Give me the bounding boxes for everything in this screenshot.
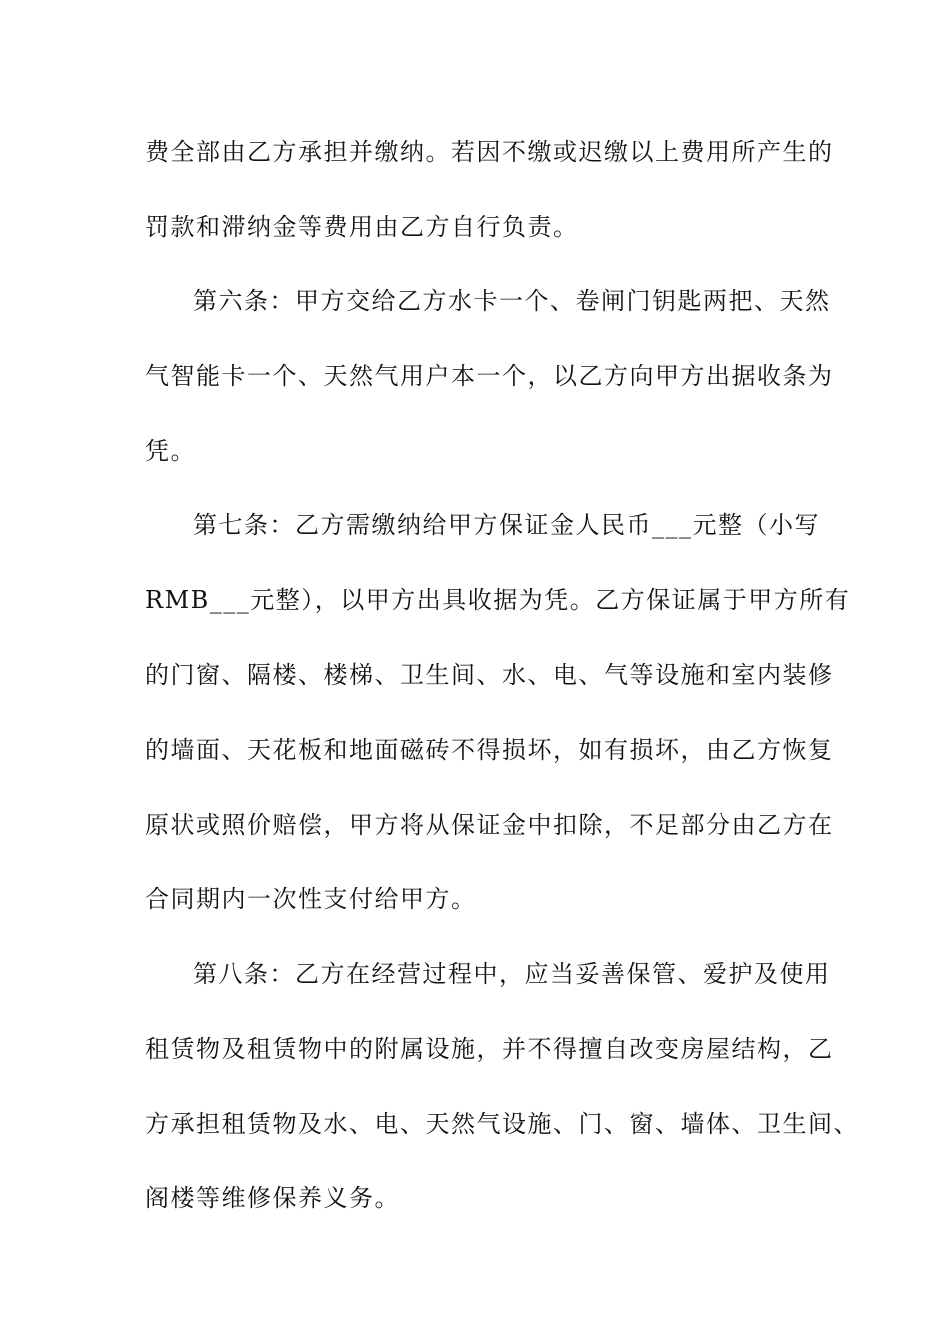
text-line: 凭。: [145, 437, 196, 465]
text-line: RMB___元整），以甲方出具收据为凭。乙方保证属于甲方所有: [145, 586, 851, 614]
text-line: 租赁物及租赁物中的附属设施，并不得擅自改变房屋结构，乙: [145, 1035, 834, 1063]
text-line: 费全部由乙方承担并缴纳。若因不缴或迟缴以上费用所产生的: [145, 138, 834, 166]
text-line: 的墙面、天花板和地面磁砖不得损坏，如有损坏，由乙方恢复: [145, 736, 834, 764]
text-line: 方承担租赁物及水、电、天然气设施、门、窗、墙体、卫生间、: [145, 1110, 859, 1138]
text-line: 罚款和滞纳金等费用由乙方自行负责。: [145, 213, 579, 241]
article-7-heading-line: 第七条：乙方需缴纳给甲方保证金人民币___元整（小写: [193, 511, 820, 539]
text-line: 阁楼等维修保养义务。: [145, 1184, 400, 1212]
article-6-heading-line: 第六条：甲方交给乙方水卡一个、卷闸门钥匙两把、天然: [193, 287, 831, 315]
text-line: 合同期内一次性支付给甲方。: [145, 885, 477, 913]
text-line: 气智能卡一个、天然气用户本一个，以乙方向甲方出据收条为: [145, 362, 834, 390]
article-8-heading-line: 第八条：乙方在经营过程中，应当妥善保管、爱护及使用: [193, 960, 831, 988]
text-line: 的门窗、隔楼、楼梯、卫生间、水、电、气等设施和室内装修: [145, 661, 834, 689]
text-line: 原状或照价赔偿，甲方将从保证金中扣除，不足部分由乙方在: [145, 811, 834, 839]
